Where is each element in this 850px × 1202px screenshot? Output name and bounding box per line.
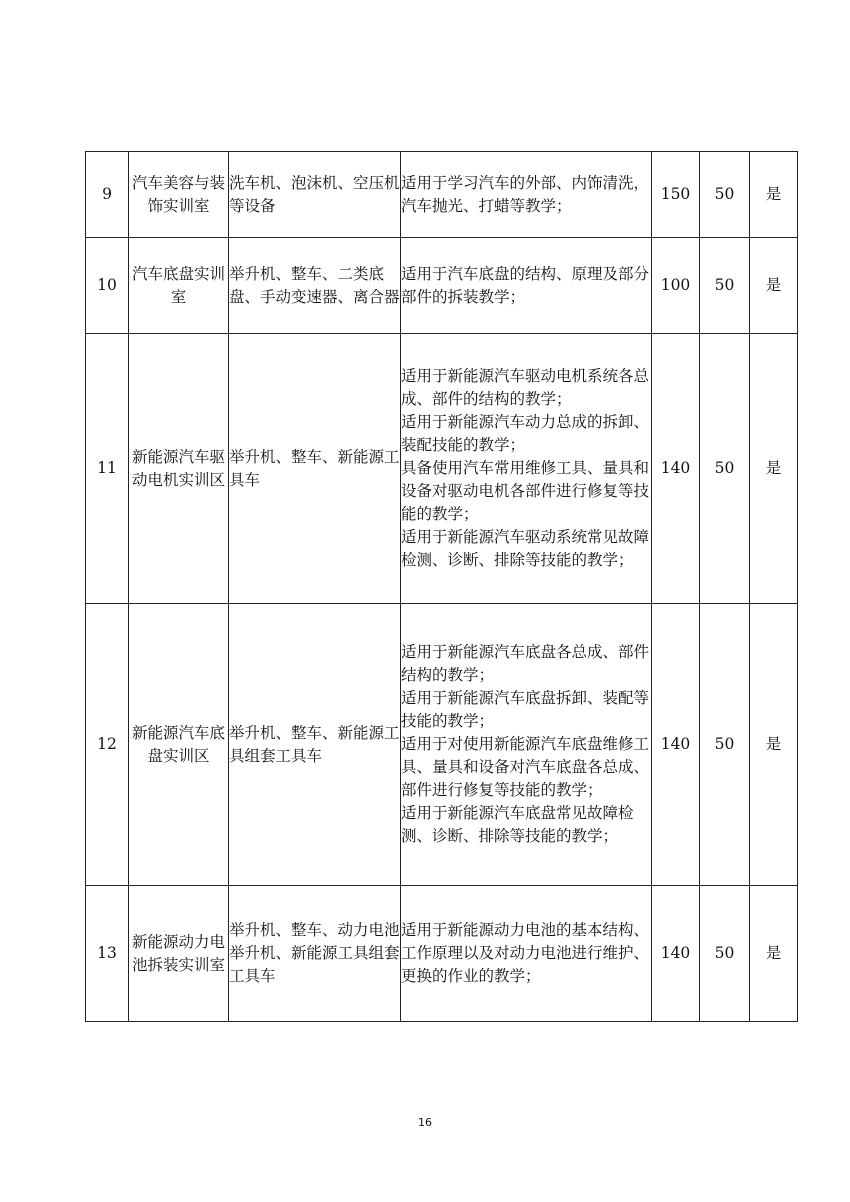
table-body bbox=[86, 152, 798, 1022]
row-number: 9 bbox=[86, 152, 129, 238]
station-count: 140 bbox=[652, 604, 700, 886]
equipment-list: 举升机、整车、二类底盘、手动变速器、离合器 bbox=[229, 238, 401, 334]
equipment-list: 洗车机、泡沫机、空压机等设备 bbox=[229, 152, 401, 238]
usage-description bbox=[401, 334, 652, 604]
usage-description bbox=[401, 238, 652, 334]
student-capacity: 50 bbox=[700, 604, 750, 886]
row-number: 13 bbox=[86, 886, 129, 1022]
yes-flag: 是 bbox=[750, 238, 798, 334]
training-room-name: 新能源动力电池拆装实训室 bbox=[129, 886, 229, 1022]
table-row bbox=[86, 238, 798, 334]
row-number: 10 bbox=[86, 238, 129, 334]
table-row bbox=[86, 152, 798, 238]
equipment-list: 举升机、整车、新能源工具车 bbox=[229, 334, 401, 604]
usage-description bbox=[401, 604, 652, 886]
yes-flag: 是 bbox=[750, 152, 798, 238]
usage-line: 适用于新能源汽车底盘各总成、部件结构的教学； bbox=[401, 643, 650, 684]
station-count: 100 bbox=[652, 238, 700, 334]
table-row bbox=[86, 334, 798, 604]
station-count: 140 bbox=[652, 886, 700, 1022]
student-capacity: 50 bbox=[700, 152, 750, 238]
usage-line: 适用于新能源汽车动力总成的拆卸、装配技能的教学； bbox=[401, 413, 650, 454]
training-room-name: 汽车美容与装饰实训室 bbox=[129, 152, 229, 238]
student-capacity: 50 bbox=[700, 334, 750, 604]
usage-description bbox=[401, 152, 652, 238]
training-room-name: 新能源汽车底盘实训区 bbox=[129, 604, 229, 886]
usage-line: 适用于学习汽车的外部、内饰清洗，汽车抛光、打蜡等教学； bbox=[401, 173, 650, 215]
usage-line: 适用于对使用新能源汽车底盘维修工具、量具和设备对汽车底盘各总成、部件进行修复等技能的教学； bbox=[401, 735, 650, 799]
usage-description bbox=[401, 886, 652, 1022]
student-capacity: 50 bbox=[700, 238, 750, 334]
yes-flag: 是 bbox=[750, 334, 798, 604]
usage-line: 适用于新能源汽车驱动电机系统各总成、部件的结构的教学； bbox=[401, 367, 650, 408]
usage-line: 适用于新能源汽车驱动系统常见故障检测、诊断、排除等技能的教学； bbox=[401, 528, 650, 569]
usage-line: 适用于新能源动力电池的基本结构、工作原理以及对动力电池进行维护、更换的作业的教学； bbox=[401, 921, 650, 985]
table-row bbox=[86, 886, 798, 1022]
usage-line: 适用于新能源汽车底盘拆卸、装配等技能的教学； bbox=[401, 689, 650, 730]
equipment-list: 举升机、整车、新能源工具组套工具车 bbox=[229, 604, 401, 886]
yes-flag: 是 bbox=[750, 886, 798, 1022]
yes-flag: 是 bbox=[750, 604, 798, 886]
facility-table bbox=[85, 151, 798, 1022]
usage-line: 适用于新能源汽车底盘常见故障检测、诊断、排除等技能的教学； bbox=[401, 804, 634, 845]
student-capacity: 50 bbox=[700, 886, 750, 1022]
usage-line: 适用于汽车底盘的结构、原理及部分部件的拆装教学； bbox=[401, 264, 650, 306]
station-count: 140 bbox=[652, 334, 700, 604]
training-room-name: 新能源汽车驱动电机实训区 bbox=[129, 334, 229, 604]
row-number: 11 bbox=[86, 334, 129, 604]
page-number: 16 bbox=[418, 1116, 432, 1129]
station-count: 150 bbox=[652, 152, 700, 238]
equipment-list: 举升机、整车、动力电池举升机、新能源工具组套工具车 bbox=[229, 886, 401, 1022]
row-number: 12 bbox=[86, 604, 129, 886]
training-room-name: 汽车底盘实训室 bbox=[129, 238, 229, 334]
table-row bbox=[86, 604, 798, 886]
usage-line: 具备使用汽车常用维修工具、量具和设备对驱动电机各部件进行修复等技能的教学； bbox=[401, 459, 650, 523]
